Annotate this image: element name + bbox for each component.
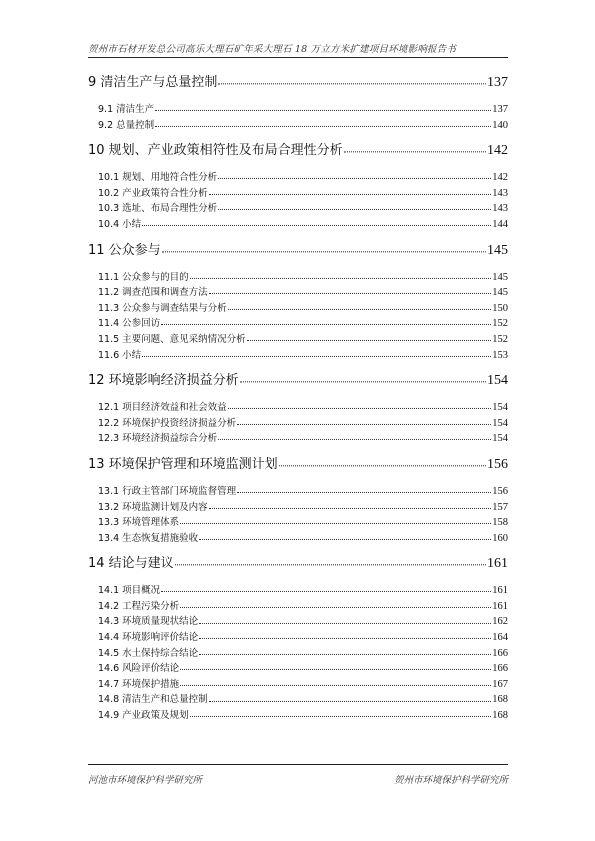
toc-section-title: 12.2 环境保护投资经济损益分析 <box>98 417 237 429</box>
toc-section-entry[interactable] <box>88 169 508 185</box>
toc-section-entry[interactable] <box>88 514 508 530</box>
toc-section-entry[interactable] <box>88 315 508 331</box>
dot-leader <box>199 646 491 655</box>
toc-page-number: 168 <box>492 710 508 722</box>
toc-section-title: 11.4 公参回访 <box>98 318 161 330</box>
dot-leader <box>155 102 491 111</box>
toc-page-number: 153 <box>492 349 508 361</box>
toc-chapter-entry[interactable] <box>88 139 508 163</box>
toc-page-number: 142 <box>492 172 508 184</box>
dot-leader <box>199 531 491 540</box>
dot-leader <box>218 72 486 84</box>
dot-leader <box>218 201 491 210</box>
toc-page-number: 154 <box>492 433 508 445</box>
toc-section-title: 14.5 水土保持综合结论 <box>98 647 199 659</box>
toc-page-number: 162 <box>492 616 508 628</box>
toc-section-entry[interactable] <box>88 660 508 676</box>
toc-section-title: 14.7 环境保护措施 <box>98 678 180 690</box>
toc-section-entry[interactable] <box>88 629 508 645</box>
toc-page-number: 145 <box>487 242 508 258</box>
dot-leader <box>161 316 491 325</box>
dot-leader <box>237 416 491 425</box>
toc-section-entry[interactable] <box>88 347 508 363</box>
footer-right: 贺州市环境保护科学研究所 <box>393 775 508 786</box>
toc-page-number: 144 <box>492 218 508 230</box>
toc-section-title: 10.1 规划、用地符合性分析 <box>98 172 218 184</box>
dot-leader <box>247 332 492 341</box>
dot-leader <box>180 515 491 524</box>
toc-chapter-entry[interactable] <box>88 453 508 477</box>
toc-chapter-title: 10 规划、产业政策相符性及布局合理性分析 <box>88 143 343 159</box>
dot-leader <box>142 347 491 356</box>
toc-page-number: 160 <box>492 532 508 544</box>
toc-section-entry[interactable] <box>88 483 508 499</box>
toc-page-number: 137 <box>487 75 508 90</box>
toc-page-number: 143 <box>492 203 508 215</box>
toc-section-title: 11.2 调查范围和调查方法 <box>98 287 208 299</box>
toc-section-entry[interactable] <box>88 676 508 692</box>
dot-leader <box>209 692 492 701</box>
toc-section-entry[interactable] <box>88 216 508 232</box>
toc-section-title: 14.8 清洁生产和总量控制 <box>98 694 208 706</box>
toc-section-title: 11.5 主要问题、意见采纳情况分析 <box>98 333 246 345</box>
toc-page-number: 145 <box>492 287 508 299</box>
toc-section-title: 9.1 清洁生产 <box>98 104 155 115</box>
toc-chapter-title: 9 清洁生产与总量控制 <box>88 75 218 90</box>
toc-chapter-entry[interactable] <box>88 239 508 263</box>
toc-page-number: 166 <box>492 647 508 659</box>
dot-leader <box>344 140 486 152</box>
toc-page-number: 142 <box>487 143 508 159</box>
dot-leader <box>190 708 492 717</box>
dot-leader <box>155 118 491 127</box>
footer-left: 河池市环境保护科学研究所 <box>88 775 203 786</box>
dot-leader <box>142 217 491 226</box>
dot-leader <box>209 186 492 195</box>
toc-chapter-title: 13 环境保护管理和环境监测计划 <box>88 456 278 472</box>
toc-section-entry[interactable] <box>88 185 508 201</box>
toc-page-number: 140 <box>492 119 508 131</box>
toc-section-title: 13.2 环境监测计划及内容 <box>98 501 208 513</box>
toc-page-number: 143 <box>492 187 508 199</box>
toc-page-number: 166 <box>492 663 508 675</box>
dot-leader <box>199 614 491 623</box>
toc-page-number: 154 <box>492 402 508 414</box>
dot-leader <box>175 554 486 566</box>
toc-section-entry[interactable] <box>88 613 508 629</box>
toc-chapter-entry[interactable] <box>88 369 508 393</box>
toc-page-number: 154 <box>492 417 508 429</box>
toc-section-title: 14.6 风险评价结论 <box>98 663 180 675</box>
toc-section-entry[interactable] <box>88 645 508 661</box>
toc-section-entry[interactable] <box>88 101 508 117</box>
dot-leader <box>240 370 486 382</box>
toc-section-title: 14.4 环境影响评价结论 <box>98 632 199 644</box>
toc-section-title: 12.3 环境经济损益综合分析 <box>98 433 218 445</box>
toc-section-title: 13.4 生态恢复措施验收 <box>98 532 199 544</box>
toc-section-entry[interactable] <box>88 117 508 133</box>
dot-leader <box>209 499 492 508</box>
toc-section-title: 12.1 项目经济效益和社会效益 <box>98 402 227 414</box>
header-rule <box>88 57 508 58</box>
toc-page-number: 157 <box>492 501 508 513</box>
toc-section-entry[interactable] <box>88 707 508 723</box>
dot-leader <box>180 661 491 670</box>
dot-leader <box>228 400 492 409</box>
toc-section-entry[interactable] <box>88 284 508 300</box>
toc-section-title: 14.1 项目概况 <box>98 585 161 597</box>
toc-chapter-title: 11 公众参与 <box>88 242 161 258</box>
toc-page-number: 152 <box>492 318 508 330</box>
dot-leader <box>218 431 491 440</box>
toc-section-entry[interactable] <box>88 200 508 216</box>
toc-section-entry[interactable] <box>88 530 508 546</box>
toc-section-title: 10.4 小结 <box>98 218 142 230</box>
toc-section-entry[interactable] <box>88 598 508 614</box>
dot-leader <box>161 583 491 592</box>
footer-rule <box>88 764 508 765</box>
toc-section-title: 13.1 行政主管部门环境监督管理 <box>98 485 237 497</box>
dot-leader <box>209 285 492 294</box>
toc-page-number: 167 <box>492 678 508 690</box>
dot-leader <box>162 240 486 252</box>
toc-section-entry[interactable] <box>88 331 508 347</box>
toc-section-title: 11.1 公众参与的目的 <box>98 271 189 283</box>
toc-chapter-entry[interactable] <box>88 552 508 576</box>
dot-leader <box>237 484 491 493</box>
dot-leader <box>199 630 491 639</box>
toc-chapter-entry[interactable] <box>88 71 508 95</box>
toc-page-number: 164 <box>492 632 508 644</box>
toc-section-entry[interactable] <box>88 269 508 285</box>
toc-section-title: 11.3 公众参与调查结果与分析 <box>98 302 227 314</box>
toc-page-number: 161 <box>492 600 508 612</box>
toc-section-title: 13.3 环境管理体系 <box>98 517 180 529</box>
toc-page-number: 154 <box>487 373 508 389</box>
dot-leader <box>180 599 491 608</box>
toc-page-number: 158 <box>492 517 508 529</box>
toc-page-number: 161 <box>492 585 508 597</box>
toc-section-entry[interactable] <box>88 415 508 431</box>
toc-section-entry[interactable] <box>88 499 508 515</box>
toc-section-title: 10.3 选址、布局合理性分析 <box>98 203 218 215</box>
dot-leader <box>228 301 492 310</box>
toc-section-entry[interactable] <box>88 691 508 707</box>
toc-chapter-title: 14 结论与建议 <box>88 556 174 572</box>
dot-leader <box>180 677 491 686</box>
toc-page-number: 156 <box>492 485 508 497</box>
dot-leader <box>190 270 492 279</box>
toc-chapter-title: 12 环境影响经济损益分析 <box>88 373 239 389</box>
toc-section-title: 14.2 工程污染分析 <box>98 600 180 612</box>
toc-section-entry[interactable] <box>88 430 508 446</box>
toc-section-title: 10.2 产业政策符合性分析 <box>98 187 208 199</box>
toc-section-title: 14.9 产业政策及规划 <box>98 710 189 722</box>
toc-section-entry[interactable] <box>88 300 508 316</box>
toc-section-title: 9.2 总量控制 <box>98 119 155 131</box>
toc-section-title: 11.6 小结 <box>98 349 142 361</box>
running-header: 贺州市石材开发总公司高乐大理石矿年采大理石 18 万立方米扩建项目环境影响报告书 <box>88 44 457 55</box>
toc-page-number: 145 <box>492 271 508 283</box>
toc-page-number: 150 <box>492 302 508 314</box>
toc-section-entry[interactable] <box>88 582 508 598</box>
toc-section-entry[interactable] <box>88 399 508 415</box>
table-of-contents <box>88 62 508 723</box>
toc-page-number: 156 <box>487 456 508 472</box>
toc-page-number: 152 <box>492 333 508 345</box>
toc-page-number: 137 <box>492 104 508 115</box>
dot-leader <box>279 454 486 466</box>
toc-page-number: 168 <box>492 694 508 706</box>
toc-section-title: 14.3 环境质量现状结论 <box>98 616 199 628</box>
toc-page-number: 161 <box>487 556 508 572</box>
dot-leader <box>218 170 491 179</box>
